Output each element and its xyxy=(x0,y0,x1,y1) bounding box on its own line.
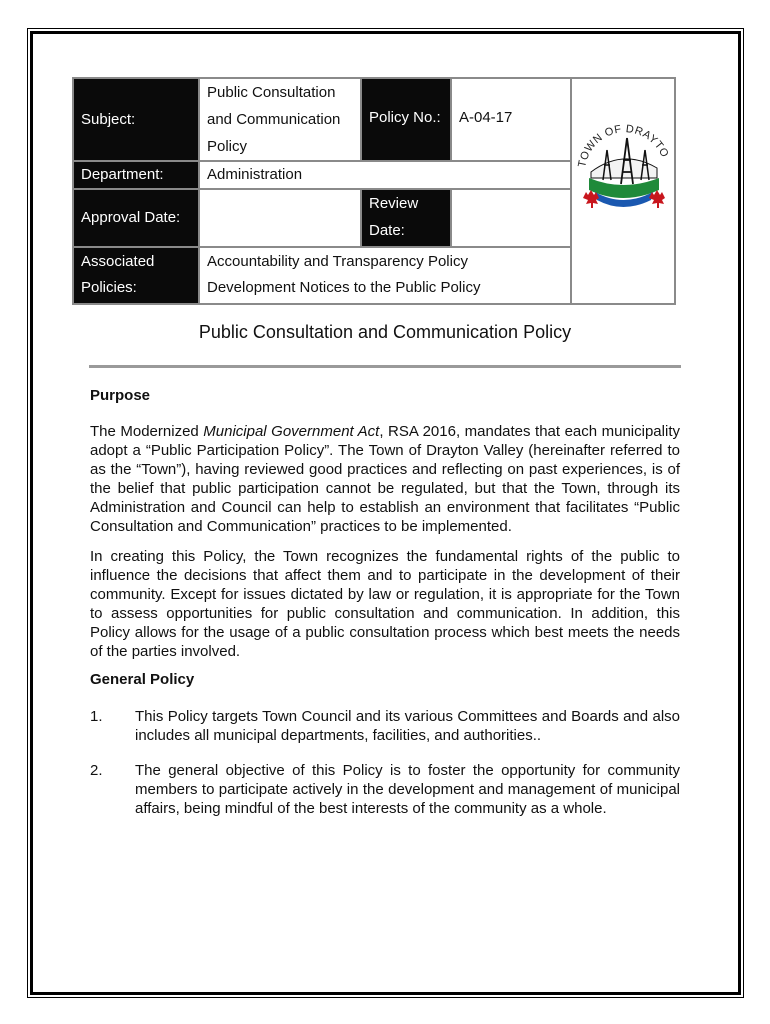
associated-label-line-2: Policies: xyxy=(81,279,137,296)
purpose-p1-after: , RSA 2016, mandates that each municipality adopt a “Public Participation Policy”. The Town of Drayton Valley (hereinafter referred to as the “Town”), having reviewed good practices and reflecting on past experiences, is of the belief that public participation cannot be regulated, but that the Town, through its Administration and Council can help to establish an environment that facilitates “Public Consultation and Communication” practices to be implemented. xyxy=(90,423,680,535)
review-date-label-line-2: Date: xyxy=(369,222,405,239)
department-label-cell xyxy=(74,162,198,188)
department-value: Administration xyxy=(207,166,303,183)
department-value-cell xyxy=(200,162,570,188)
associated-policies-value-cell xyxy=(200,248,570,303)
policy-no-label: Policy No.: xyxy=(369,109,441,126)
associated-policies-label-cell xyxy=(74,248,198,303)
purpose-p1-italic: Municipal Government Act xyxy=(203,423,380,440)
svg-text:TOWN OF DRAYTON VALLEY xyxy=(573,80,671,168)
purpose-paragraph-2: In creating this Policy, the Town recognizes the fundamental rights of the public to influence the decisions that affect them and to participate in the development of their community. Except for issues dictated by law or regulation, it is appropriate for the Town to assess opportunities for public consultation and communication. In addition, this Policy allows for the usage of a public consultation process which best meets the needs of the parties involved. xyxy=(90,548,680,660)
purpose-heading: Purpose xyxy=(90,387,151,404)
associated-label-line-1: Associated xyxy=(81,253,155,270)
policy-no-label-cell xyxy=(362,79,450,160)
purpose-paragraph-1 xyxy=(90,422,680,536)
review-date-label-line-1: Review xyxy=(369,195,419,212)
subject-value-line-3: Policy xyxy=(207,138,248,155)
subject-value-cell xyxy=(200,79,360,160)
general-policy-heading: General Policy xyxy=(90,671,195,688)
subject-value-line-2: and Communication xyxy=(207,111,341,128)
review-date-value-cell xyxy=(452,190,570,246)
approval-date-label-cell xyxy=(74,190,198,246)
list-item-number: 2. xyxy=(90,762,103,779)
subject-value-line-1: Public Consultation xyxy=(207,84,336,101)
approval-date-value-cell xyxy=(200,190,360,246)
title-divider xyxy=(89,365,681,368)
town-seal-icon xyxy=(573,80,673,220)
logo-arc-text: TOWN OF DRAYTO xyxy=(576,123,671,169)
review-date-label-cell xyxy=(362,190,450,246)
list-item-number: 1. xyxy=(90,708,103,725)
list-item-text: The general objective of this Policy is to foster the opportunity for community members to participate actively in the development and management of municipal affairs, being mindful of the best interests of the community as a whole. xyxy=(135,762,680,817)
page-title: Public Consultation and Communication Policy xyxy=(198,322,572,342)
purpose-p1-before: The Modernized xyxy=(90,423,204,440)
associated-policy-1: Accountability and Transparency Policy xyxy=(207,253,468,270)
approval-date-label: Approval Date: xyxy=(81,209,181,226)
policy-no-value-cell xyxy=(452,79,570,160)
associated-policy-2: Development Notices to the Public Policy xyxy=(207,279,481,296)
list-item-text: This Policy targets Town Council and its various Committees and Boards and also includes all municipal departments, facilities, and authorities.. xyxy=(135,708,680,744)
subject-label: Subject: xyxy=(81,111,136,128)
department-label: Department: xyxy=(81,166,164,183)
subject-label-cell xyxy=(74,79,198,160)
policy-no-value: A-04-17 xyxy=(459,109,513,126)
town-logo xyxy=(573,80,673,220)
